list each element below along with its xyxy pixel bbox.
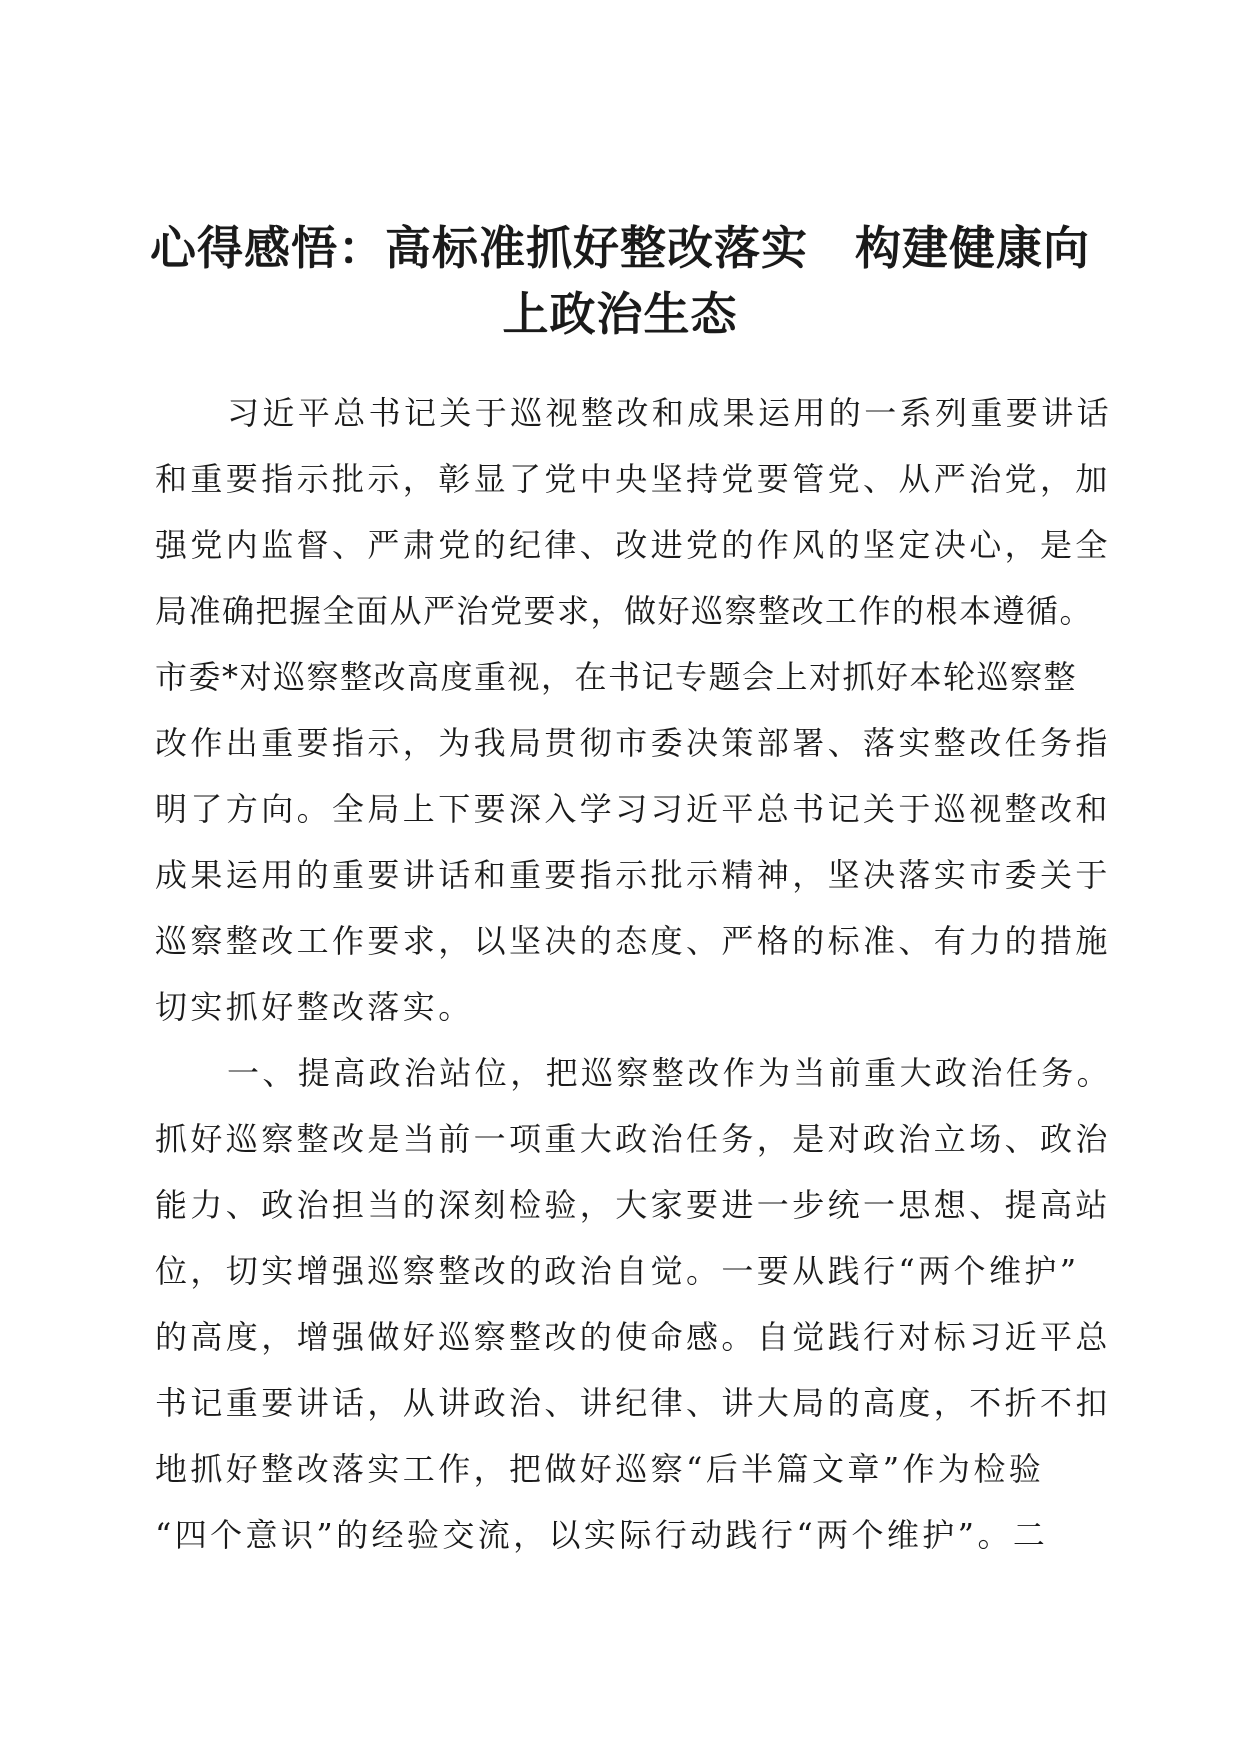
body-line: 地抓好整改落实工作，把做好巡察“后半篇文章”作为检验 [155, 1450, 1045, 1488]
body-line: 位，切实增强巡察整改的政治自觉。一要从践行“两个维护” [155, 1252, 1080, 1290]
title-line-1: 心得感悟：高标准抓好整改落实 构建健康向 [150, 221, 1090, 275]
body-line: 成果运用的重要讲话和重要指示批示精神，坚决落实市委关于 [155, 856, 1111, 894]
body-line: “四个意识”的经验交流，以实际行动践行“两个维护”。二 [155, 1516, 1049, 1554]
paragraph-2 [155, 1040, 1113, 1568]
body-line: 和重要指示批示，彰显了党中央坚持党要管党、从严治党，加 [155, 460, 1111, 498]
body-line: 能力、政治担当的深刻检验，大家要进一步统一思想、提高站 [155, 1186, 1111, 1224]
body-line: 的高度，增强做好巡察整改的使命感。自觉践行对标习近平总 [155, 1318, 1111, 1356]
body-line: 抓好巡察整改是当前一项重大政治任务，是对政治立场、政治 [155, 1120, 1111, 1158]
body-line: 习近平总书记关于巡视整改和成果运用的一系列重要讲话 [227, 394, 1113, 432]
title-line-2: 上政治生态 [502, 287, 738, 341]
body-line: 市委*对巡察整改高度重视，在书记专题会上对抓好本轮巡察整 [155, 658, 1078, 696]
body-line: 强党内监督、严肃党的纪律、改进党的作风的坚定决心，是全 [155, 526, 1111, 564]
body-line: 改作出重要指示，为我局贯彻市委决策部署、落实整改任务指 [155, 724, 1111, 762]
document-body [155, 380, 1113, 1568]
paragraph-1 [155, 380, 1113, 1040]
body-line: 切实抓好整改落实。 [155, 988, 474, 1026]
body-line: 一、提高政治站位，把巡察整改作为当前重大政治任务。 [227, 1054, 1113, 1092]
body-line: 明了方向。全局上下要深入学习习近平总书记关于巡视整改和 [155, 790, 1111, 828]
body-line: 局准确把握全面从严治党要求，做好巡察整改工作的根本遵循。 [155, 592, 1094, 630]
document-title [150, 215, 1090, 347]
body-line: 巡察整改工作要求，以坚决的态度、严格的标准、有力的措施 [155, 922, 1111, 960]
body-line: 书记重要讲话，从讲政治、讲纪律、讲大局的高度，不折不扣 [155, 1384, 1111, 1422]
